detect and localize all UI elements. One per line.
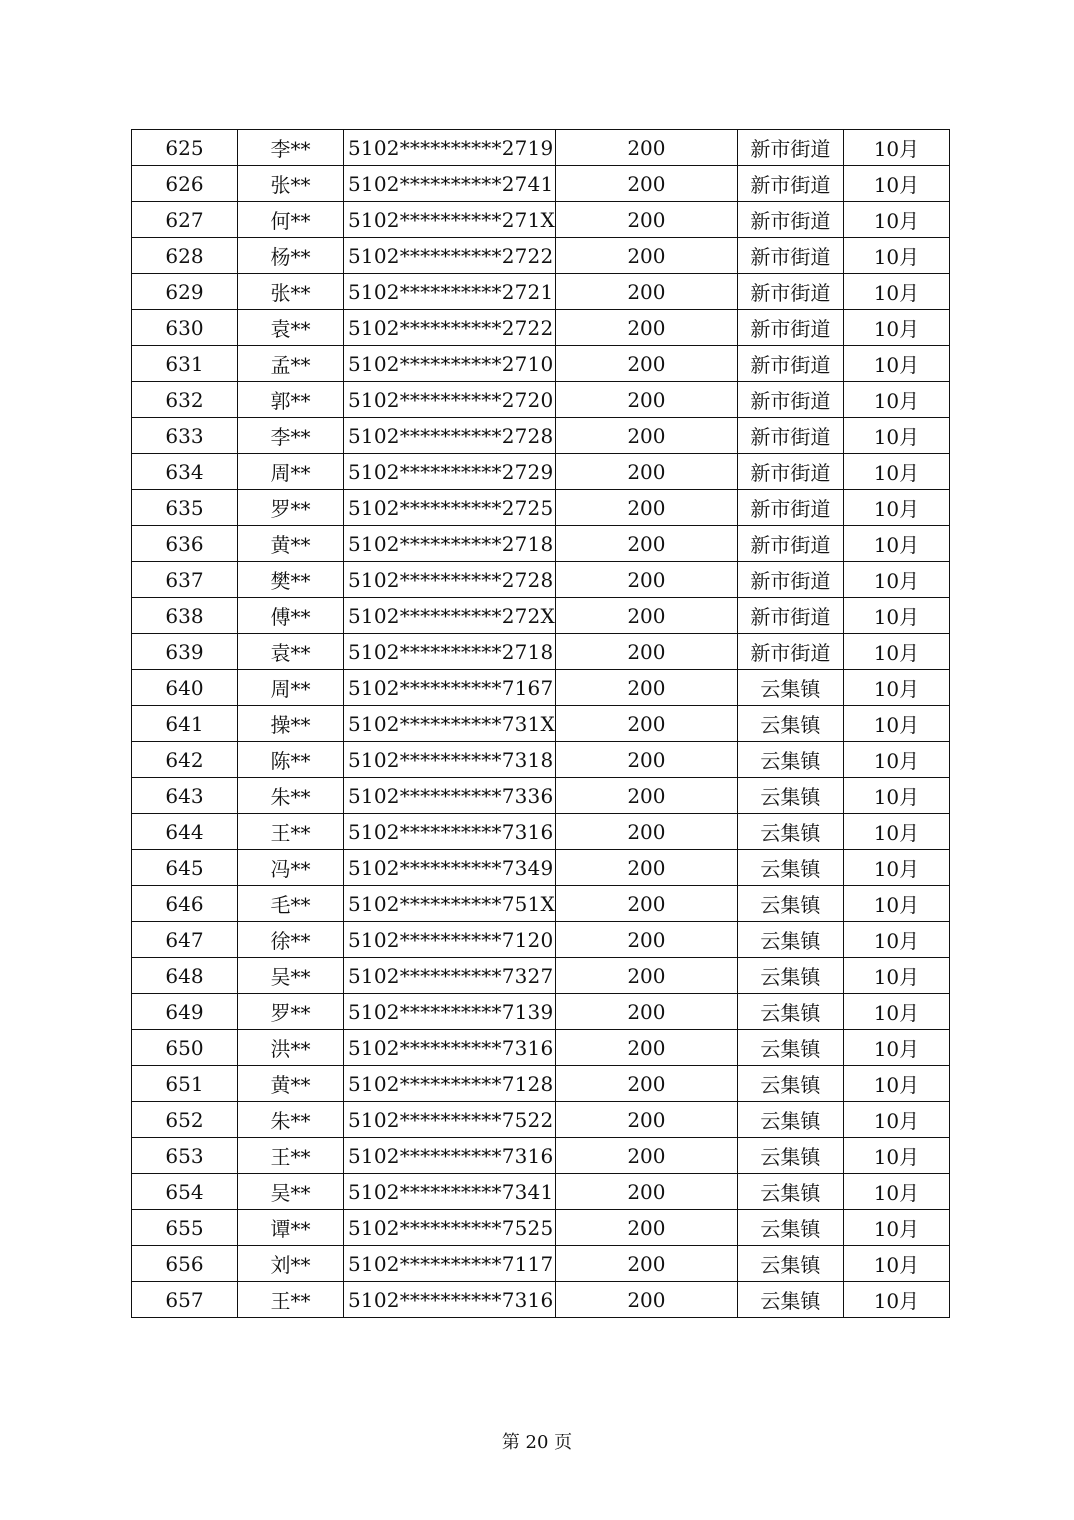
area-cell: 新市街道 [737, 346, 843, 382]
area-cell: 新市街道 [737, 382, 843, 418]
area-cell: 云集镇 [737, 814, 843, 850]
table-row [132, 634, 950, 670]
table-row [132, 886, 950, 922]
name-cell: 毛** [238, 886, 344, 922]
id-number-cell: 5102**********7117 [344, 1246, 556, 1282]
row-number-cell: 636 [132, 526, 238, 562]
row-number-cell: 635 [132, 490, 238, 526]
name-cell: 陈** [238, 742, 344, 778]
row-number-cell: 647 [132, 922, 238, 958]
row-number-cell: 637 [132, 562, 238, 598]
row-number-cell: 628 [132, 238, 238, 274]
amount-cell: 200 [555, 670, 737, 706]
name-cell: 王** [238, 1138, 344, 1174]
name-cell: 刘** [238, 1246, 344, 1282]
row-number-cell: 638 [132, 598, 238, 634]
id-number-cell: 5102**********271X [344, 202, 556, 238]
month-cell: 10月 [843, 418, 949, 454]
month-cell: 10月 [843, 742, 949, 778]
row-number-cell: 644 [132, 814, 238, 850]
name-cell: 徐** [238, 922, 344, 958]
name-cell: 罗** [238, 994, 344, 1030]
amount-cell: 200 [555, 814, 737, 850]
month-cell: 10月 [843, 1102, 949, 1138]
month-cell: 10月 [843, 634, 949, 670]
table-row [132, 742, 950, 778]
amount-cell: 200 [555, 778, 737, 814]
name-cell: 孟** [238, 346, 344, 382]
table-row [132, 1138, 950, 1174]
row-number-cell: 645 [132, 850, 238, 886]
month-cell: 10月 [843, 814, 949, 850]
row-number-cell: 641 [132, 706, 238, 742]
area-cell: 云集镇 [737, 1174, 843, 1210]
row-number-cell: 634 [132, 454, 238, 490]
row-number-cell: 652 [132, 1102, 238, 1138]
area-cell: 云集镇 [737, 958, 843, 994]
row-number-cell: 648 [132, 958, 238, 994]
amount-cell: 200 [555, 130, 737, 166]
month-cell: 10月 [843, 310, 949, 346]
month-cell: 10月 [843, 526, 949, 562]
area-cell: 云集镇 [737, 850, 843, 886]
table-row [132, 454, 950, 490]
amount-cell: 200 [555, 454, 737, 490]
area-cell: 云集镇 [737, 1282, 843, 1318]
amount-cell: 200 [555, 1174, 737, 1210]
table-row [132, 490, 950, 526]
table-row [132, 598, 950, 634]
table-row [132, 814, 950, 850]
amount-cell: 200 [555, 994, 737, 1030]
area-cell: 新市街道 [737, 454, 843, 490]
area-cell: 云集镇 [737, 1246, 843, 1282]
table-row [132, 202, 950, 238]
row-number-cell: 640 [132, 670, 238, 706]
table-row [132, 238, 950, 274]
month-cell: 10月 [843, 706, 949, 742]
name-cell: 吴** [238, 958, 344, 994]
amount-cell: 200 [555, 742, 737, 778]
name-cell: 何** [238, 202, 344, 238]
row-number-cell: 657 [132, 1282, 238, 1318]
name-cell: 谭** [238, 1210, 344, 1246]
id-number-cell: 5102**********7316 [344, 1282, 556, 1318]
amount-cell: 200 [555, 598, 737, 634]
table-row [132, 706, 950, 742]
area-cell: 新市街道 [737, 310, 843, 346]
table-row [132, 958, 950, 994]
area-cell: 新市街道 [737, 562, 843, 598]
row-number-cell: 654 [132, 1174, 238, 1210]
row-number-cell: 655 [132, 1210, 238, 1246]
name-cell: 周** [238, 454, 344, 490]
id-number-cell: 5102**********2725 [344, 490, 556, 526]
row-number-cell: 651 [132, 1066, 238, 1102]
row-number-cell: 631 [132, 346, 238, 382]
id-number-cell: 5102**********7167 [344, 670, 556, 706]
month-cell: 10月 [843, 562, 949, 598]
name-cell: 黄** [238, 526, 344, 562]
id-number-cell: 5102**********7139 [344, 994, 556, 1030]
name-cell: 洪** [238, 1030, 344, 1066]
row-number-cell: 626 [132, 166, 238, 202]
area-cell: 新市街道 [737, 238, 843, 274]
name-cell: 张** [238, 274, 344, 310]
month-cell: 10月 [843, 1030, 949, 1066]
area-cell: 新市街道 [737, 418, 843, 454]
row-number-cell: 649 [132, 994, 238, 1030]
area-cell: 新市街道 [737, 598, 843, 634]
name-cell: 冯** [238, 850, 344, 886]
name-cell: 王** [238, 814, 344, 850]
area-cell: 云集镇 [737, 1066, 843, 1102]
table-row [132, 166, 950, 202]
table-row [132, 1030, 950, 1066]
amount-cell: 200 [555, 1246, 737, 1282]
table-row [132, 1282, 950, 1318]
id-number-cell: 5102**********7327 [344, 958, 556, 994]
row-number-cell: 629 [132, 274, 238, 310]
id-number-cell: 5102**********7128 [344, 1066, 556, 1102]
id-number-cell: 5102**********2728 [344, 562, 556, 598]
row-number-cell: 625 [132, 130, 238, 166]
row-number-cell: 630 [132, 310, 238, 346]
name-cell: 郭** [238, 382, 344, 418]
page-number: 第 20 页 [501, 1432, 573, 1453]
records-table [131, 129, 950, 1318]
area-cell: 云集镇 [737, 1030, 843, 1066]
name-cell: 杨** [238, 238, 344, 274]
area-cell: 云集镇 [737, 1210, 843, 1246]
name-cell: 周** [238, 670, 344, 706]
table-row [132, 1174, 950, 1210]
amount-cell: 200 [555, 382, 737, 418]
amount-cell: 200 [555, 850, 737, 886]
id-number-cell: 5102**********2722 [344, 238, 556, 274]
area-cell: 云集镇 [737, 742, 843, 778]
area-cell: 云集镇 [737, 670, 843, 706]
month-cell: 10月 [843, 778, 949, 814]
table-row [132, 994, 950, 1030]
month-cell: 10月 [843, 850, 949, 886]
name-cell: 袁** [238, 310, 344, 346]
area-cell: 云集镇 [737, 1138, 843, 1174]
area-cell: 新市街道 [737, 526, 843, 562]
id-number-cell: 5102**********7349 [344, 850, 556, 886]
area-cell: 新市街道 [737, 634, 843, 670]
name-cell: 吴** [238, 1174, 344, 1210]
row-number-cell: 627 [132, 202, 238, 238]
table-row [132, 526, 950, 562]
area-cell: 云集镇 [737, 886, 843, 922]
id-number-cell: 5102**********7336 [344, 778, 556, 814]
name-cell: 樊** [238, 562, 344, 598]
amount-cell: 200 [555, 274, 737, 310]
table-row [132, 1210, 950, 1246]
amount-cell: 200 [555, 166, 737, 202]
row-number-cell: 656 [132, 1246, 238, 1282]
month-cell: 10月 [843, 886, 949, 922]
area-cell: 新市街道 [737, 202, 843, 238]
amount-cell: 200 [555, 1066, 737, 1102]
area-cell: 云集镇 [737, 706, 843, 742]
table-row [132, 274, 950, 310]
row-number-cell: 642 [132, 742, 238, 778]
amount-cell: 200 [555, 1102, 737, 1138]
month-cell: 10月 [843, 454, 949, 490]
month-cell: 10月 [843, 274, 949, 310]
table-row [132, 310, 950, 346]
area-cell: 云集镇 [737, 994, 843, 1030]
month-cell: 10月 [843, 994, 949, 1030]
id-number-cell: 5102**********2722 [344, 310, 556, 346]
area-cell: 云集镇 [737, 778, 843, 814]
id-number-cell: 5102**********7316 [344, 1138, 556, 1174]
row-number-cell: 639 [132, 634, 238, 670]
row-number-cell: 646 [132, 886, 238, 922]
month-cell: 10月 [843, 670, 949, 706]
name-cell: 李** [238, 418, 344, 454]
name-cell: 操** [238, 706, 344, 742]
month-cell: 10月 [843, 1066, 949, 1102]
id-number-cell: 5102**********2720 [344, 382, 556, 418]
table-row [132, 382, 950, 418]
month-cell: 10月 [843, 490, 949, 526]
row-number-cell: 632 [132, 382, 238, 418]
area-cell: 新市街道 [737, 490, 843, 526]
id-number-cell: 5102**********751X [344, 886, 556, 922]
month-cell: 10月 [843, 1246, 949, 1282]
row-number-cell: 643 [132, 778, 238, 814]
name-cell: 黄** [238, 1066, 344, 1102]
table-row [132, 130, 950, 166]
table-row [132, 778, 950, 814]
month-cell: 10月 [843, 1138, 949, 1174]
amount-cell: 200 [555, 886, 737, 922]
amount-cell: 200 [555, 202, 737, 238]
id-number-cell: 5102**********731X [344, 706, 556, 742]
name-cell: 朱** [238, 1102, 344, 1138]
id-number-cell: 5102**********7316 [344, 814, 556, 850]
month-cell: 10月 [843, 1282, 949, 1318]
table-row [132, 1246, 950, 1282]
row-number-cell: 633 [132, 418, 238, 454]
area-cell: 新市街道 [737, 130, 843, 166]
area-cell: 云集镇 [737, 922, 843, 958]
amount-cell: 200 [555, 1030, 737, 1066]
table-row [132, 562, 950, 598]
amount-cell: 200 [555, 418, 737, 454]
row-number-cell: 650 [132, 1030, 238, 1066]
name-cell: 罗** [238, 490, 344, 526]
id-number-cell: 5102**********2718 [344, 526, 556, 562]
id-number-cell: 5102**********2721 [344, 274, 556, 310]
row-number-cell: 653 [132, 1138, 238, 1174]
name-cell: 朱** [238, 778, 344, 814]
id-number-cell: 5102**********2718 [344, 634, 556, 670]
month-cell: 10月 [843, 166, 949, 202]
amount-cell: 200 [555, 310, 737, 346]
month-cell: 10月 [843, 382, 949, 418]
id-number-cell: 5102**********2710 [344, 346, 556, 382]
month-cell: 10月 [843, 1210, 949, 1246]
amount-cell: 200 [555, 958, 737, 994]
table-row [132, 1066, 950, 1102]
amount-cell: 200 [555, 922, 737, 958]
table-row [132, 922, 950, 958]
month-cell: 10月 [843, 598, 949, 634]
name-cell: 袁** [238, 634, 344, 670]
id-number-cell: 5102**********7120 [344, 922, 556, 958]
id-number-cell: 5102**********7525 [344, 1210, 556, 1246]
id-number-cell: 5102**********2719 [344, 130, 556, 166]
table-row [132, 1102, 950, 1138]
amount-cell: 200 [555, 346, 737, 382]
table-row [132, 850, 950, 886]
month-cell: 10月 [843, 130, 949, 166]
id-number-cell: 5102**********2729 [344, 454, 556, 490]
area-cell: 云集镇 [737, 1102, 843, 1138]
id-number-cell: 5102**********2728 [344, 418, 556, 454]
month-cell: 10月 [843, 238, 949, 274]
month-cell: 10月 [843, 958, 949, 994]
table-row [132, 418, 950, 454]
table-row [132, 346, 950, 382]
id-number-cell: 5102**********7341 [344, 1174, 556, 1210]
amount-cell: 200 [555, 1282, 737, 1318]
name-cell: 李** [238, 130, 344, 166]
id-number-cell: 5102**********272X [344, 598, 556, 634]
month-cell: 10月 [843, 922, 949, 958]
month-cell: 10月 [843, 202, 949, 238]
name-cell: 王** [238, 1282, 344, 1318]
month-cell: 10月 [843, 1174, 949, 1210]
amount-cell: 200 [555, 238, 737, 274]
amount-cell: 200 [555, 526, 737, 562]
amount-cell: 200 [555, 490, 737, 526]
area-cell: 新市街道 [737, 166, 843, 202]
amount-cell: 200 [555, 706, 737, 742]
amount-cell: 200 [555, 634, 737, 670]
id-number-cell: 5102**********7316 [344, 1030, 556, 1066]
name-cell: 傅** [238, 598, 344, 634]
table-row [132, 670, 950, 706]
id-number-cell: 5102**********7318 [344, 742, 556, 778]
area-cell: 新市街道 [737, 274, 843, 310]
amount-cell: 200 [555, 1210, 737, 1246]
id-number-cell: 5102**********2741 [344, 166, 556, 202]
name-cell: 张** [238, 166, 344, 202]
month-cell: 10月 [843, 346, 949, 382]
amount-cell: 200 [555, 1138, 737, 1174]
amount-cell: 200 [555, 562, 737, 598]
id-number-cell: 5102**********7522 [344, 1102, 556, 1138]
records-table-body [132, 130, 950, 1318]
